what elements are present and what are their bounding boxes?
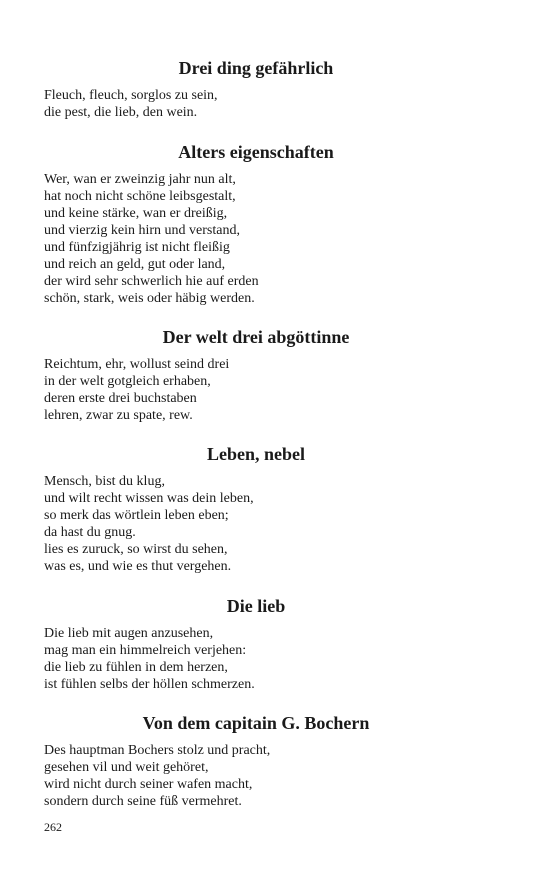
- poem-line: deren erste drei buchstaben: [44, 391, 197, 406]
- poem-body: [44, 356, 468, 424]
- poem-leben-nebel: [44, 443, 468, 575]
- poem-line: Fleuch, fleuch, sorglos zu sein,: [44, 88, 218, 103]
- poem-die-lieb: [44, 595, 468, 693]
- poem-line: und wilt recht wissen was dein leben,: [44, 491, 254, 506]
- poem-body: [44, 171, 468, 307]
- poem-line: was es, und wie es thut vergehen.: [44, 559, 232, 574]
- poem-body: [44, 625, 468, 693]
- poem-title: Drei ding gefährlich: [178, 58, 334, 78]
- poem-title: Leben, nebel: [206, 444, 305, 464]
- poem-der-welt-drei-abgoettinne: [44, 326, 468, 424]
- poem-line: so merk das wörtlein leben eben;: [44, 508, 229, 523]
- poem-line: die pest, die lieb, den wein.: [44, 105, 198, 120]
- poem-body: [44, 473, 468, 575]
- poem-line: und reich an geld, gut oder land,: [44, 257, 226, 272]
- poem-title: Von dem capitain G. Bochern: [142, 713, 370, 733]
- book-page: [44, 0, 468, 880]
- poem-line: die lieb zu fühlen in dem herzen,: [44, 660, 228, 675]
- poem-line: der wird sehr schwerlich hie auf erden: [44, 274, 259, 289]
- poem-line: mag man ein himmelreich verjehen:: [44, 643, 247, 658]
- poem-alters-eigenschaften: [44, 141, 468, 307]
- poem-line: sondern durch seine füß vermehret.: [44, 794, 242, 809]
- poem-drei-ding-gefaehrlich: [44, 57, 468, 121]
- poem-line: hat noch nicht schöne leibsgestalt,: [44, 189, 236, 204]
- poem-line: Mensch, bist du klug,: [44, 474, 165, 489]
- poem-body: [44, 742, 468, 810]
- poem-line: schön, stark, weis oder häbig werden.: [44, 291, 255, 306]
- poem-line: Reichtum, ehr, wollust seind drei: [44, 357, 230, 372]
- poem-line: gesehen vil und weit gehöret,: [44, 760, 209, 775]
- poem-line: Die lieb mit augen anzusehen,: [44, 626, 214, 641]
- poem-line: Des hauptman Bochers stolz und pracht,: [44, 743, 271, 758]
- page-number: 262: [44, 820, 62, 834]
- poem-title: Alters eigenschaften: [178, 142, 334, 162]
- poem-line: lies es zuruck, so wirst du sehen,: [44, 542, 228, 557]
- poem-line: in der welt gotgleich erhaben,: [44, 374, 211, 389]
- poem-von-dem-capitain-g-bochern: [44, 712, 468, 810]
- poem-line: Wer, wan er zweinzig jahr nun alt,: [44, 172, 236, 187]
- poem-line: und vierzig kein hirn und verstand,: [44, 223, 240, 238]
- poem-line: und fünfzigjährig ist nicht fleißig: [44, 240, 230, 255]
- poem-line: wird nicht durch seiner wafen macht,: [44, 777, 253, 792]
- poem-line: lehren, zwar zu spate, rew.: [44, 408, 193, 423]
- poem-line: da hast du gnug.: [44, 525, 136, 540]
- poem-line: und keine stärke, wan er dreißig,: [44, 206, 228, 221]
- poem-title: Die lieb: [226, 596, 286, 616]
- poem-line: ist fühlen selbs der höllen schmerzen.: [44, 677, 255, 692]
- poem-title: Der welt drei abgöttinne: [162, 327, 350, 347]
- poem-body: [44, 87, 468, 121]
